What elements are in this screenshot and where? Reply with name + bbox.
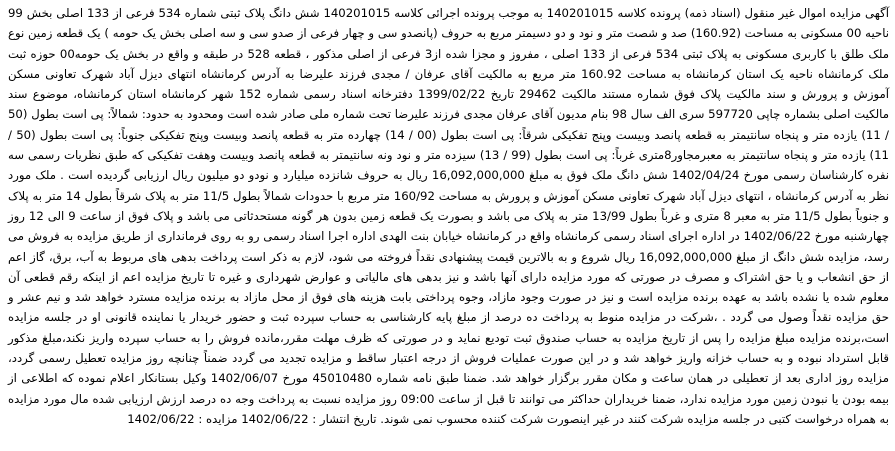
notice-body-text: آگهی مزایده اموال غیر منقول (اسناد ذمه) پرونده کلاسه 140201015 به موجب پرونده اجرائی کلاسه 140201015 شش دانگ پلاک ثبتی شماره 534 فرعی از 133 اصلی بخش 99 ناحیه 00 مسکونی به مساحت (160.92) صد و شصت متر و نود و دو دسیمتر مربع به حروف (پانصدو سی و چهار فرعی از صدو سی و سه اصلی بخش یک حومه ) یک قطعه زمین نوع ملک طلق با کاربری مسکونی به پلاک ثبتی 534 فرعی از 133 اصلی ، مفروز و مجزا شده از3 فرعی از اصلی مذکور ، قطعه 528 در طبقه و واقع در بخش یک حومه00 حوزه ثبت ملک کرمانشاه ناحیه یک استان کرمانشاه به مساحت 160.92 متر مربع به مالکیت آقای عرفان / مجدی فرزند علیرضا به آدرس کرمانشاه انتهای دیزل آباد شهرک تعاونی مسکن آموزش و پرورش و سند مالکیت پلاک فوق شماره مستند مالکیت 29462 تاریخ 1399/02/22 دفترخانه اسناد رسمی شماره 152 شهر کرمانشاه استان کرمانشاه، موضوع سند مالکیت اصلی بشماره چاپی 597720 سری الف سال 98 بنام مدیون آقای عرفان مجدی فرزند علیرضا تحت شماره ملی صادر شده است ومحدود به حدود: شمالاً: پی است بطول (50 / 11) یازده متر و پنجاه سانتیمتر به قطعه پانصد وبیست وپنج تفکیکی شرقاً: پی است بطول (00 / 14) چهارده متر به قطعه پانصد وبیست وپنج تفکیکی جنوباً: پی است بطول (50 / 11) یازده متر و پنجاه سانتیمتر به معبرمجاور8متری غرباً: پی است بطول (99 / 13) سیزده متر و نود ونه سانتیمتر به قطعه پانصد وبیست وهفت تفکیکی که طبق نظریات رسمی سه نفره کارشناسان رسمی مورخ 1402/04/24 شش دانگ ملک فوق به مبلغ 16,092,000,000 ریال به حروف شانزده میلیارد و نودو دو میلیون ریال ارزیابی گردیده است . ملک مورد نظر به آدرس کرمانشاه ، انتهای دیزل آباد شهرک تعاونی مسکن آموزش و پرورش به مساحت 160/92 متر مربع با حدودات شمالاً بطول 11/5 متر به پلاک شرقاً بطول 14 متر به پلاک و جنوباً بطول 11/5 متر به معبر 8 متری و غرباً بطول 13/99 متر به پلاک می باشد و بصورت یک قطعه زمین بدون هر گونه مستحدثاتی می باشد و پلاک فوق از ساعت 9 الی 12 روز چهارشنبه مورخ 1402/06/22 در اداره اجرای اسناد رسمی کرمانشاه واقع در کرمانشاه خیابان بنت الهدی اداره اجرا اسناد رسمی رو به روی فرمانداری از طریق مزایده به فروش می رسد، مزایده شش دانگ از مبلغ 16,092,000,000 ریال شروع و به بالاترین قیمت پیشنهادی نقداً فروخته می شود، لازم به ذکر است پرداخت بدهی های مربوط به آب، برق، گاز اعم از حق انشعاب و یا حق اشتراک و مصرف در صورتی که مورد مزایده دارای آنها باشد و نیز بدهی های مالیاتی و عوارض شهرداری و غیره تا تاریخ مزایده اعم از اینکه رقم قطعی آن معلوم شده یا نشده باشد به عهده برنده مزایده است و نیز در صورت وجود مازاد، وجوه پرداختی بابت هزینه های فوق از محل مازاد به برنده مزایده مسترد خواهد شد و نیم عشر و حق مزایده نقداً وصول می گردد . ،شرکت در مزایده منوط به پرداخت ده درصد از مبلغ پایه کارشناسی به حساب سپرده ثبت و حضور خریدار یا نماینده قانونی او در جلسه مزایده است،برنده مزایده مبلغ مزایده را پس از تاریخ مزایده به حساب صندوق ثبت توديع نمايد و در صورتی که ظرف مهلت مقرر،مانده فروش را به حساب سپرده واریز نکند،مبلغ مذکور قابل استرداد نبوده و به حساب خزانه واریز خواهد شد و در این صورت عملیات فروش از درجه اعتبار ساقط و مزایده تجدید می گردد ضمناً چنانچه روز مزایده تعطیل رسمی گردد، مزایده روز اداری بعد از تعطیلی در همان ساعت و مکان مقرر برگزار خواهد شد. ضمنا طبق نامه شماره 45010480 مورخ 1402/06/07 وکیل بستانکار اعلام نموده که اطلاعی از بیمه بودن یا نبودن زمین مورد مزایده ندارد، ضمنا خریداران حداکثر می توانند تا قبل از ساعت 09:00 روز مزایده نسبت به پرداخت وجه ده درصد ارزش ارزیابی شده مال مورد مزایده به همراه درخواست کتبی در جلسه مزایده شرکت کنند در غیر اینصورت شرکت کننده محسوب نمی شوند. تاریخ انتشار : 1402/06/22 مزایده : 1402/06/22	[8, 6, 890, 426]
